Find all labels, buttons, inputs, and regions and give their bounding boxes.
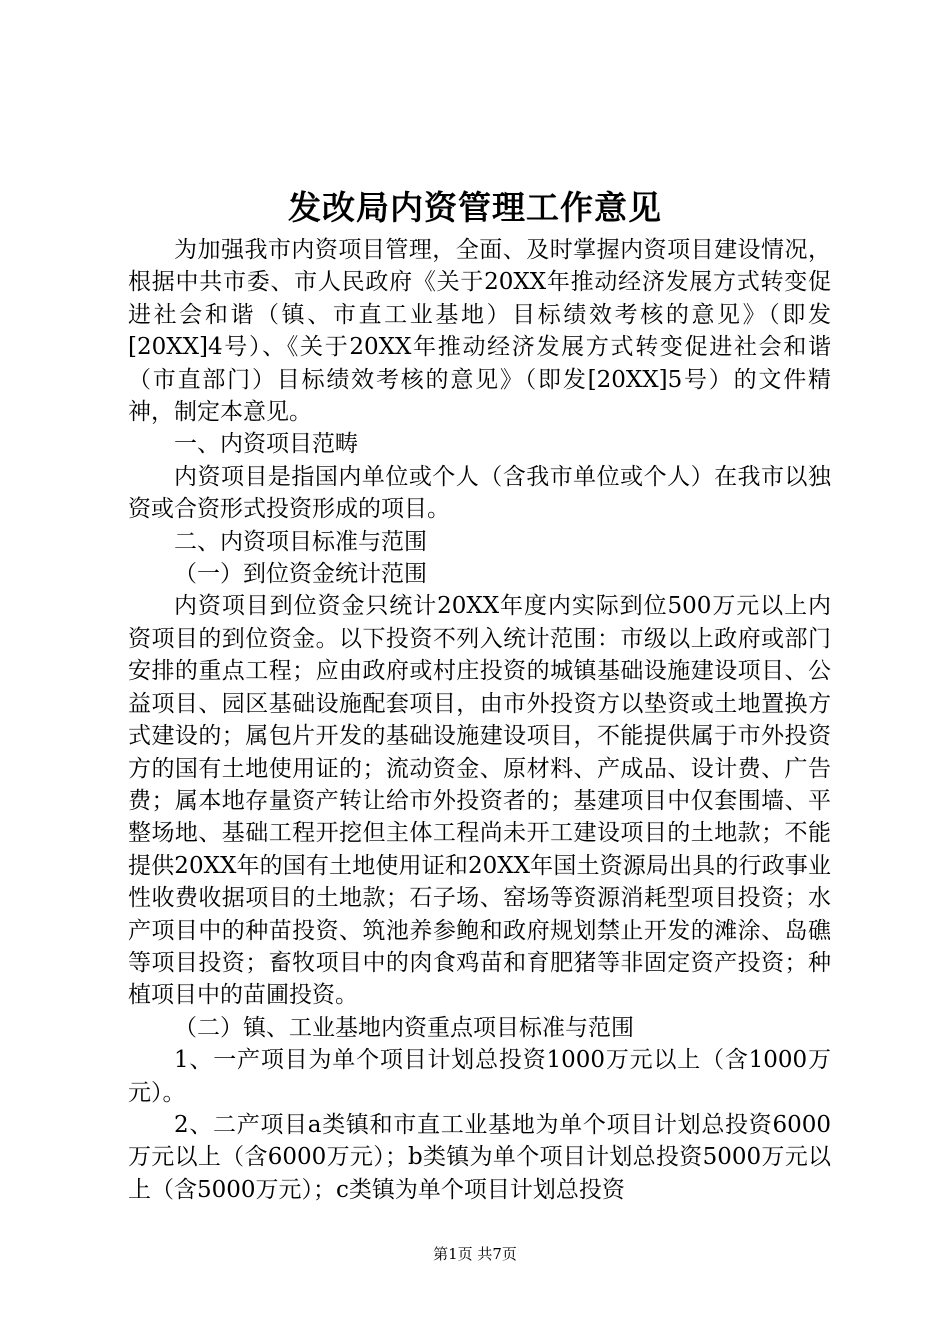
- subsection-1-paragraph: 内资项目到位资金只统计20XX年度内实际到位500万元以上内资项目的到位资金。以下投资不列入统计范围：市级以上政府或部门安排的重点工程；应由政府或村庄投资的城镇基础设施建设项目、公益项目、园区基础设施配套项目，由市外投资方以垫资或土地置换方式建设的；属包片开发的基础设施建设项目，不能提供属于市外投资方的国有土地使用证的；流动资金、原材料、产成品、设计费、广告费；属本地存量资产转让给市外投资者的；基建项目中仅套围墙、平整场地、基础工程开挖但主体工程尚未开工建设项目的土地款；不能提供20XX年的国有土地使用证和20XX年国土资源局出具的行政事业性收费收据项目的土地款；石子场、窑场等资源消耗型项目投资；水产项目中的种苗投资、筑池养参鲍和政府规划禁止开发的滩涂、岛礁等项目投资；畜牧项目中的肉食鸡苗和育肥猪等非固定资产投资；种植项目中的苗圃投资。: [128, 593, 831, 1009]
- section-heading-1: 一、内资项目范畴: [174, 431, 358, 458]
- document-body: [128, 234, 831, 1206]
- subsection-heading-2: （二）镇、工业基地内资重点项目标准与范围: [174, 1014, 634, 1041]
- page-number-footer: 第1页 共7页: [433, 1245, 517, 1263]
- document-title: 发改局内资管理工作意见: [288, 188, 662, 227]
- subsection-heading-1: （一）到位资金统计范围: [174, 561, 427, 588]
- list-item-1: 1、一产项目为单个项目计划总投资1000万元以上（含1000万元）。: [128, 1047, 831, 1106]
- intro-paragraph: 为加强我市内资项目管理，全面、及时掌握内资项目建设情况，根据中共市委、市人民政府《关于20XX年推动经济发展方式转变促进社会和谐（镇、市直工业基地）目标绩效考核的意见》（即发[20XX]4号）、《关于20XX年推动经济发展方式转变促进社会和谐（市直部门）目标绩效考核的意见》（即发[20XX]5号）的文件精神，制定本意见。: [128, 237, 831, 426]
- list-item-2: 2、二产项目a类镇和市直工业基地为单个项目计划总投资6000万元以上（含6000万元）；b类镇为单个项目计划总投资5000万元以上（含5000万元）；c类镇为单个项目计划总投资: [128, 1111, 831, 1203]
- section-heading-2: 二、内资项目标准与范围: [174, 528, 427, 555]
- section-1-paragraph: 内资项目是指国内单位或个人（含我市单位或个人）在我市以独资或合资形式投资形成的项目。: [128, 463, 831, 523]
